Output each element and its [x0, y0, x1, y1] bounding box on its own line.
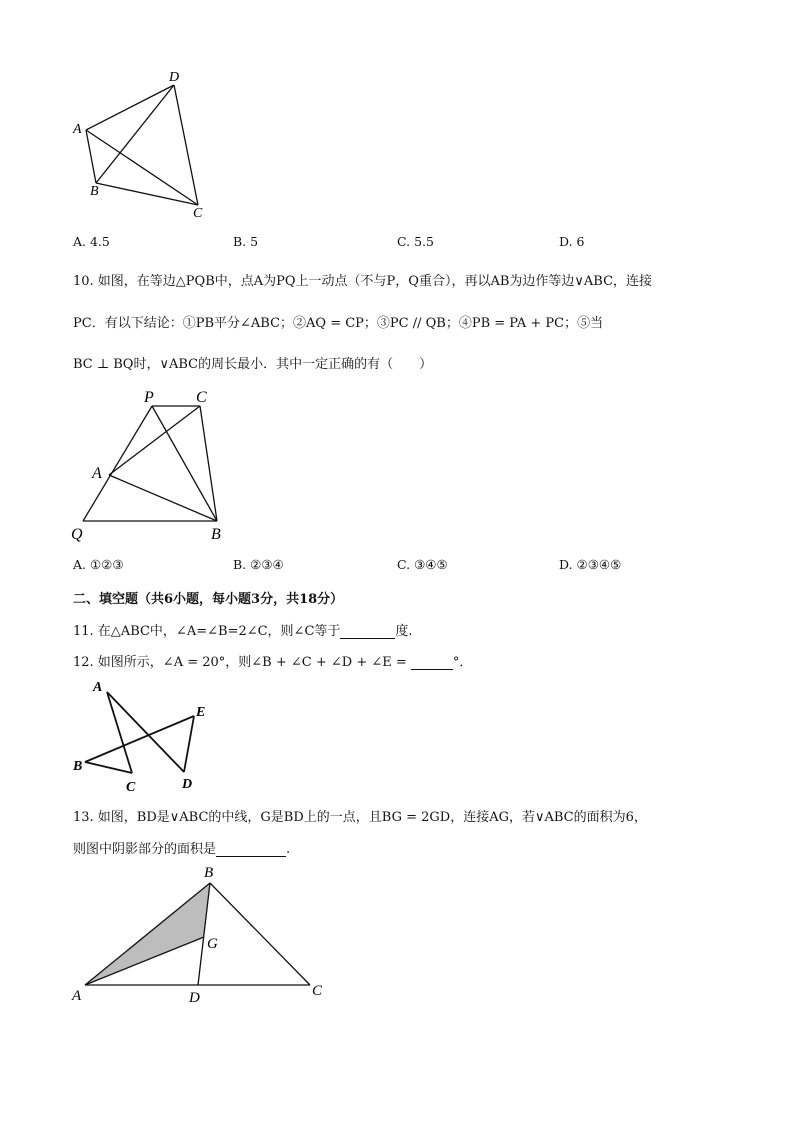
q13-answer-blank[interactable] — [216, 844, 286, 857]
q10-line-1: 10. 如图，在等边△PQB中，点A为PQ上一动点（不与P，Q重合），再以AB为边作等边∨ABC，连接 — [73, 274, 653, 289]
q13-text: 则图中阴影部分的面积是 — [73, 842, 217, 857]
q10-figure — [65, 385, 245, 545]
q13-figure — [65, 860, 335, 1010]
q10-line-3: BC ⊥ BQ时，∨ABC的周长最小．其中一定正确的有（ ） — [73, 357, 433, 372]
q13-label-g: G — [207, 936, 218, 952]
q12-label-e: E — [196, 705, 206, 720]
q12-label-c: C — [126, 780, 136, 795]
q9-option-b: B. 5 — [233, 234, 259, 249]
section-heading: 二、填空题（共6小题，每小题3分，共18分） — [73, 592, 344, 607]
q11-answer-blank[interactable] — [340, 626, 395, 639]
q12-label-d: D — [182, 777, 193, 792]
q9-label-b: B — [90, 184, 99, 199]
q12-unit: °． — [452, 655, 473, 670]
q13-line-1: 13. 如图，BD是∨ABC的中线，G是BD上的一点，且BG = 2GD，连接AG，若∨ABC的面积为6， — [73, 810, 647, 825]
q9-option-d: D. 6 — [559, 234, 585, 249]
q10-option-a: A. ①②③ — [73, 557, 124, 572]
q12-answer-blank[interactable] — [411, 657, 453, 670]
q9-option-c: C. 5.5 — [397, 234, 434, 249]
q9-label-a: A — [73, 122, 82, 137]
q10-label-b: B — [211, 526, 221, 543]
q11-unit: 度. — [395, 624, 413, 639]
q13-end: . — [286, 842, 291, 857]
q13-label-c: C — [312, 983, 323, 999]
q12-line — [73, 651, 472, 670]
q10-option-b: B. ②③④ — [233, 557, 284, 572]
q11-text: 11. 在△ABC中，∠A=∠B=2∠C，则∠C等于 — [73, 624, 341, 639]
q13-label-a: A — [72, 988, 82, 1004]
q10-line-2: PC．有以下结论：①PB平分∠ABC；②AQ = CP；③PC // QB；④PB = PA + PC；⑤当 — [73, 316, 604, 331]
q12-label-a: A — [93, 680, 103, 695]
q12-text: 12. 如图所示，∠A = 20°，则∠B + ∠C + ∠D + ∠E = — [73, 655, 407, 670]
q10-label-a: A — [92, 465, 102, 482]
q10-option-d: D. ②③④⑤ — [559, 557, 622, 572]
q13-label-b: B — [204, 865, 214, 881]
q10-label-q: Q — [71, 526, 83, 543]
q9-option-a: A. 4.5 — [73, 234, 110, 249]
q13-label-d: D — [189, 990, 200, 1006]
q9-figure — [70, 65, 230, 225]
q11-line — [73, 620, 413, 639]
q12-label-b: B — [73, 759, 83, 774]
q10-option-c: C. ③④⑤ — [397, 557, 448, 572]
q9-label-c: C — [193, 206, 203, 221]
q10-label-c: C — [196, 389, 207, 406]
q12-figure — [70, 676, 220, 796]
q9-label-d: D — [169, 70, 180, 85]
q10-label-p: P — [144, 389, 154, 406]
q13-line-2 — [73, 838, 290, 857]
